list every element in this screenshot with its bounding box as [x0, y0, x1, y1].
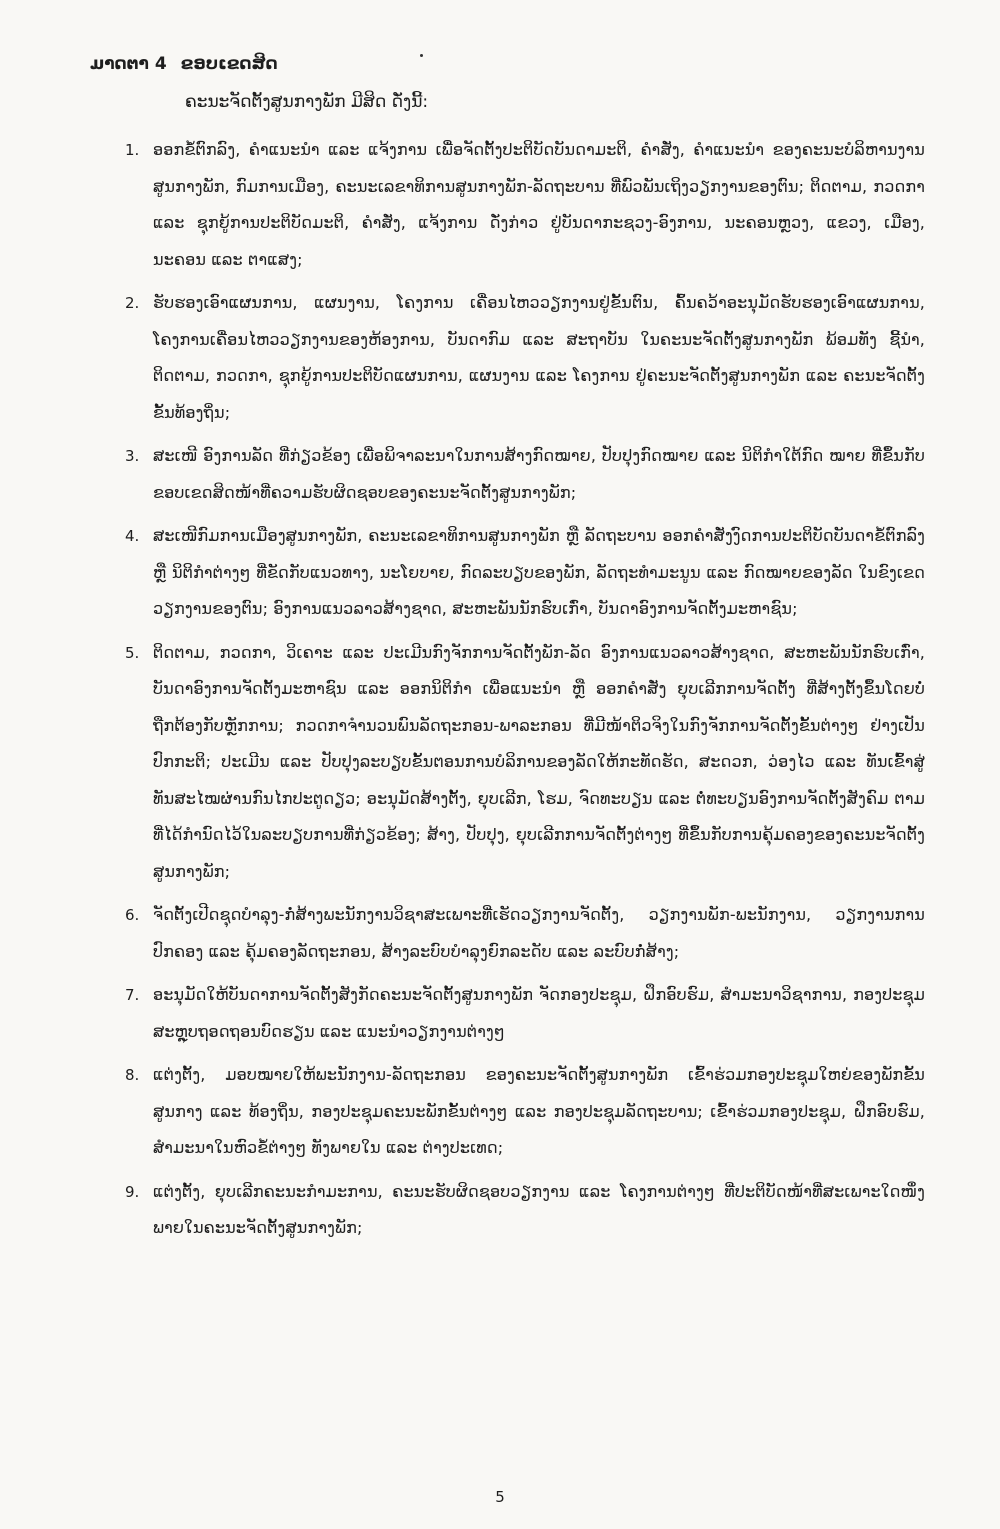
- article-title: ຂອບເຂດສິດ: [180, 54, 278, 74]
- list-item: [125, 977, 925, 1050]
- intro-paragraph: ຄະນະຈັດຕັ້ງສູນກາງພັກ ມີສິດ ດັ່ງນີ້:: [185, 92, 429, 112]
- list-item: [125, 635, 925, 891]
- list-item: [125, 132, 925, 278]
- item-number: 3.: [125, 447, 140, 465]
- item-number: 2.: [125, 294, 140, 312]
- list-item: [125, 897, 925, 970]
- item-text: ແຕ່ງຕັ້ງ, ຍຸບເລີກຄະນະກຳມະການ, ຄະນະຮັບຜິດຊອບວຽກງານ ແລະ ໂຄງການຕ່າງໆ ທີ່ປະຕິບັດໜ້າທີ່ສະເພາະໃດໜຶ່ງພາຍໃນຄະນະຈັດຕັ້ງສູນກາງພັກ;: [153, 1181, 925, 1237]
- item-number: 1.: [125, 141, 140, 159]
- speck-mark: [420, 54, 423, 57]
- list-item: [125, 285, 925, 431]
- page-number: 5: [495, 1488, 505, 1506]
- list-item: [125, 1057, 925, 1167]
- item-number: 5.: [125, 643, 140, 662]
- item-number: 6.: [125, 906, 140, 924]
- list-item: [125, 518, 925, 628]
- item-number: 8.: [125, 1066, 140, 1084]
- item-text: ຮັບຮອງເອົາແຜນການ, ແຜນງານ, ໂຄງການ ເຄື່ອນໄຫວວຽກງານຢູ່ຂັ້ນຕົນ, ຄົ້ນຄວ້າອະນຸມັດຮັບຮອງເອົາແຜນການ, ໂຄງການເຄື່ອນໄຫວວຽກງານຂອງຫ້ອງການ, ບັນດາກົມ ແລະ ສະຖາບັນ ໃນຄະນະຈັດຕັ້ງສູນກາງພັກ ພ້ອມທັງ ຊີ້ນຳ, ຕິດຕາມ, ກວດກາ, ຊຸກຍູ້ການປະຕິບັດແຜນການ, ແຜນງານ ແລະ ໂຄງການ ຢູ່ຄະນະຈັດຕັ້ງສູນກາງພັກ ແລະ ຄະນະຈັດຕັ້ງຂັ້ນທ້ອງຖິ່ນ;: [153, 293, 925, 422]
- item-text: ຕິດຕາມ, ກວດກາ, ວິເຄາະ ແລະ ປະເມີນກົງຈັກການຈັດຕັ້ງພັກ-ລັດ ອົງການແນວລາວສ້າງຊາດ, ສະຫະພັນນັກຮົບເກົ່າ, ບັນດາອົງການຈັດຕັ້ງມະຫາຊົນ ແລະ ອອກນິຕິກຳ ເພື່ອແນະນຳ ຫຼື ອອກຄຳສັ່ງ ຍຸບເລີກການຈັດຕັ້ງ ທີ່ສ້າງຕັ້ງຂຶ້ນໂດຍບໍ່ຖືກຕ້ອງກັບຫຼັກການ; ກວດກາຈຳນວນພົນລັດຖະກອນ-ພາລະກອນ ທີ່ມີໜ້າຕິວຈິງໃນກົງຈັກການຈັດຕັ້ງຂັ້ນຕ່າງໆ ຢ່າງເປັນປົກກະຕິ; ປະເມີນ ແລະ ປັບປຸງລະບຽບຂັ້ນຕອນການບໍລິການຂອງລັດໃຫ້ກະທັດຮັດ, ສະດວກ, ວ່ອງໄວ ແລະ ທັນເຂົ້າສູ່ທັນສະໄໝຜ່ານກົນໄກປະຕູດຽວ; ອະນຸມັດສ້າງຕັ້ງ, ຍຸບເລີກ, ໂຮມ, ຈົດທະບຽນ ແລະ ຕໍ່ທະບຽນອົງການຈັດຕັ້ງສັງຄົມ ຕາມທີ່ໄດ້ກຳນົດໄວ້ໃນລະບຽບການທີ່ກ່ຽວຂ້ອງ; ສ້າງ, ປັບປຸງ, ຍຸບເລີກການຈັດຕັ້ງຕ່າງໆ ທີ່ຂຶ້ນກັບການຄຸ້ມຄອງຂອງຄະນະຈັດຕັ້ງສູນກາງພັກ;: [153, 642, 925, 881]
- item-text: ອອກຂໍ້ຕົກລົງ, ຄຳແນະນຳ ແລະ ແຈ້ງການ ເພື່ອຈັດຕັ້ງປະຕິບັດບັນດາມະຕິ, ຄຳສັ່ງ, ຄຳແນະນຳ ຂອງຄະນະບໍລິຫານງານສູນກາງພັກ, ກົມການເມືອງ, ຄະນະເລຂາທິການສູນກາງພັກ-ລັດຖະບານ ທີ່ພົວພັນເຖິງວຽກງານຂອງຕົນ; ຕິດຕາມ, ກວດກາ ແລະ ຊຸກຍູ້ການປະຕິບັດມະຕິ, ຄຳສັ່ງ, ແຈ້ງການ ດັ່ງກ່າວ ຢູ່ບັນດາກະຊວງ-ອົງການ, ນະຄອນຫຼວງ, ແຂວງ, ເມືອງ, ນະຄອນ ແລະ ຕາແສງ;: [153, 140, 925, 269]
- item-text: ສະເໜີ ອົງການລັດ ທີ່ກ່ຽວຂ້ອງ ເພື່ອພິຈາລະນາໃນການສ້າງກົດໝາຍ, ປັບປຸງກົດໝາຍ ແລະ ນິຕິກຳໃຕ້ກົດ ໝາຍ ທີ່ຂຶ້ນກັບຂອບເຂດສິດໜ້າທີ່ຄວາມຮັບຜິດຊອບຂອງຄະນະຈັດຕັ້ງສູນກາງພັກ;: [153, 446, 925, 502]
- item-text: ອະນຸມັດໃຫ້ບັນດາການຈັດຕັ້ງສັງກັດຄະນະຈັດຕັ້ງສູນກາງພັກ ຈັດກອງປະຊຸມ, ຝຶກອົບຮົມ, ສຳມະນາວິຊາການ, ກອງປະຊຸມສະຫຼຸບຖອດຖອນບົດຮຽນ ແລະ ແນະນຳວຽກງານຕ່າງໆ: [153, 985, 925, 1041]
- item-number: 7.: [125, 986, 140, 1004]
- article-label: ມາດຕາ 4: [90, 54, 167, 74]
- item-text: ຈັດຕັ້ງເປີດຊຸດບຳລຸງ-ກໍ່ສ້າງພະນັກງານວິຊາສະເພາະທີ່ເຮັດວຽກງານຈັດຕັ້ງ, ວຽກງານພັກ-ພະນັກງານ, ວຽກງານການປົກຄອງ ແລະ ຄຸ້ມຄອງລັດຖະກອນ, ສ້າງລະບົບບຳລຸງຍົກລະດັບ ແລະ ລະບົບກໍ່ສ້າງ;: [153, 905, 925, 961]
- article-heading: [90, 52, 278, 76]
- list-item: [125, 1174, 925, 1247]
- item-text: ແຕ່ງຕັ້ງ, ມອບໝາຍໃຫ້ພະນັກງານ-ລັດຖະກອນ ຂອງຄະນະຈັດຕັ້ງສູນກາງພັກ ເຂົ້າຮ່ວມກອງປະຊຸມໃຫຍ່ຂອງພັກຂັ້ນສູນກາງ ແລະ ທ້ອງຖິ່ນ, ກອງປະຊຸມຄະນະພັກຂັ້ນຕ່າງໆ ແລະ ກອງປະຊຸມລັດຖະບານ; ເຂົ້າຮ່ວມກອງປະຊຸມ, ຝຶກອົບຮົມ, ສຳມະນາໃນຫົວຂໍ້ຕ່າງໆ ທັງພາຍໃນ ແລະ ຕ່າງປະເທດ;: [153, 1065, 925, 1157]
- item-number: 9.: [125, 1182, 140, 1201]
- rights-list: [125, 132, 925, 1254]
- list-item: [125, 438, 925, 511]
- item-number: 4.: [125, 527, 140, 545]
- item-text: ສະເໜີກົມການເມືອງສູນກາງພັກ, ຄະນະເລຂາທິການສູນກາງພັກ ຫຼື ລັດຖະບານ ອອກຄຳສັ່ງງົດການປະຕິບັດບັນດາຂໍ້ຕົກລົງ ຫຼື ນິຕິກຳຕ່າງໆ ທີ່ຂັດກັບແນວທາງ, ນະໂຍບາຍ, ກົດລະບຽບຂອງພັກ, ລັດຖະທຳມະນູນ ແລະ ກົດໝາຍຂອງລັດ ໃນຂົງເຂດວຽກງານຂອງຕົນ; ອົງການແນວລາວສ້າງຊາດ, ສະຫະພັນນັກຮົບເກົ່າ, ບັນດາອົງການຈັດຕັ້ງມະຫາຊົນ;: [153, 526, 925, 618]
